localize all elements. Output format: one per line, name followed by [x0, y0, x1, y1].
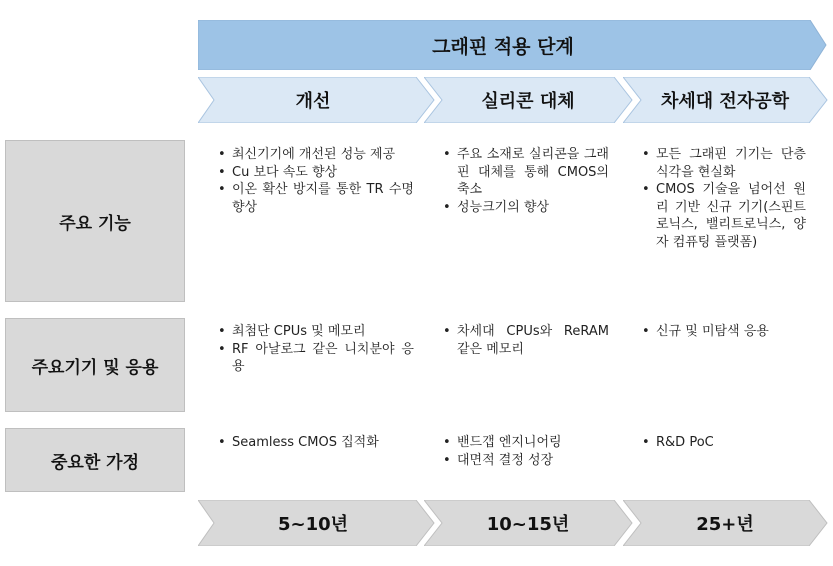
- cell-key-function-next-gen: [640, 146, 806, 251]
- cell-devices-next-gen: [640, 323, 806, 341]
- bullet-item: • R&D PoC: [640, 434, 806, 452]
- timeline-chevron-2: [424, 500, 636, 546]
- row-header-devices-applications: 주요기기 및 응용: [5, 318, 185, 412]
- cell-assumptions-silicon: [441, 434, 609, 469]
- bullet-item: • 최첨단 CPUs 및 메모리: [216, 323, 414, 341]
- bullet-item: • 대면적 결정 성장: [441, 452, 609, 470]
- bullet-item: • 최신기기에 개선된 성능 제공: [216, 146, 414, 164]
- cell-assumptions-improvement: [216, 434, 414, 452]
- cell-key-function-improvement: [216, 146, 414, 216]
- bullet-item: • Cu 보다 속도 향상: [216, 164, 414, 182]
- bullet-item: • 차세대 CPUs와 ReRAM 같은 메모리: [441, 323, 609, 358]
- bullet-item: • 모든 그래핀 기기는 단층 식각을 현실화: [640, 146, 806, 181]
- row-header-assumptions: 중요한 가정: [5, 428, 185, 492]
- stage-chevron-silicon-replacement: [424, 77, 636, 123]
- bullet-item: • 밴드갭 엔지니어링: [441, 434, 609, 452]
- timeline-chevron-3: [623, 500, 829, 546]
- bullet-item: • RF 아날로그 같은 니치분야 응용: [216, 341, 414, 376]
- stage-label: 실리콘 대체: [481, 91, 575, 112]
- banner-title: 그래핀 적용 단계: [432, 35, 574, 58]
- stage-banner: [198, 20, 828, 70]
- stage-label: 개선: [295, 91, 331, 112]
- stage-header-row: [198, 77, 830, 123]
- timeline-label: 10~15년: [486, 514, 570, 535]
- bullet-item: • CMOS 기술을 넘어선 원리 기반 신규 기기(스핀트로닉스, 밸리트로닉스, 양자 컴퓨팅 플랫폼): [640, 181, 806, 251]
- cell-assumptions-next-gen: [640, 434, 806, 452]
- cell-devices-silicon: [441, 323, 609, 358]
- bullet-item: • 이온 확산 방지를 통한 TR 수명 향상: [216, 181, 414, 216]
- stage-chevron-next-gen: [623, 77, 829, 123]
- stage-label: 차세대 전자공학: [661, 91, 789, 112]
- timeline-row: [198, 500, 830, 546]
- cell-key-function-silicon: [441, 146, 609, 216]
- timeline-chevron-1: [198, 500, 438, 546]
- bullet-item: • 주요 소재로 실리콘을 그래핀 대체를 통해 CMOS의 축소: [441, 146, 609, 199]
- timeline-label: 25+년: [696, 514, 754, 535]
- row-header-key-function: 주요 기능: [5, 140, 185, 302]
- stage-chevron-improvement: [198, 77, 438, 123]
- timeline-label: 5~10년: [277, 514, 349, 535]
- bullet-item: • Seamless CMOS 집적화: [216, 434, 414, 452]
- bullet-item: • 신규 및 미탐색 응용: [640, 323, 806, 341]
- bullet-item: • 성능크기의 향상: [441, 199, 609, 217]
- cell-devices-improvement: [216, 323, 414, 376]
